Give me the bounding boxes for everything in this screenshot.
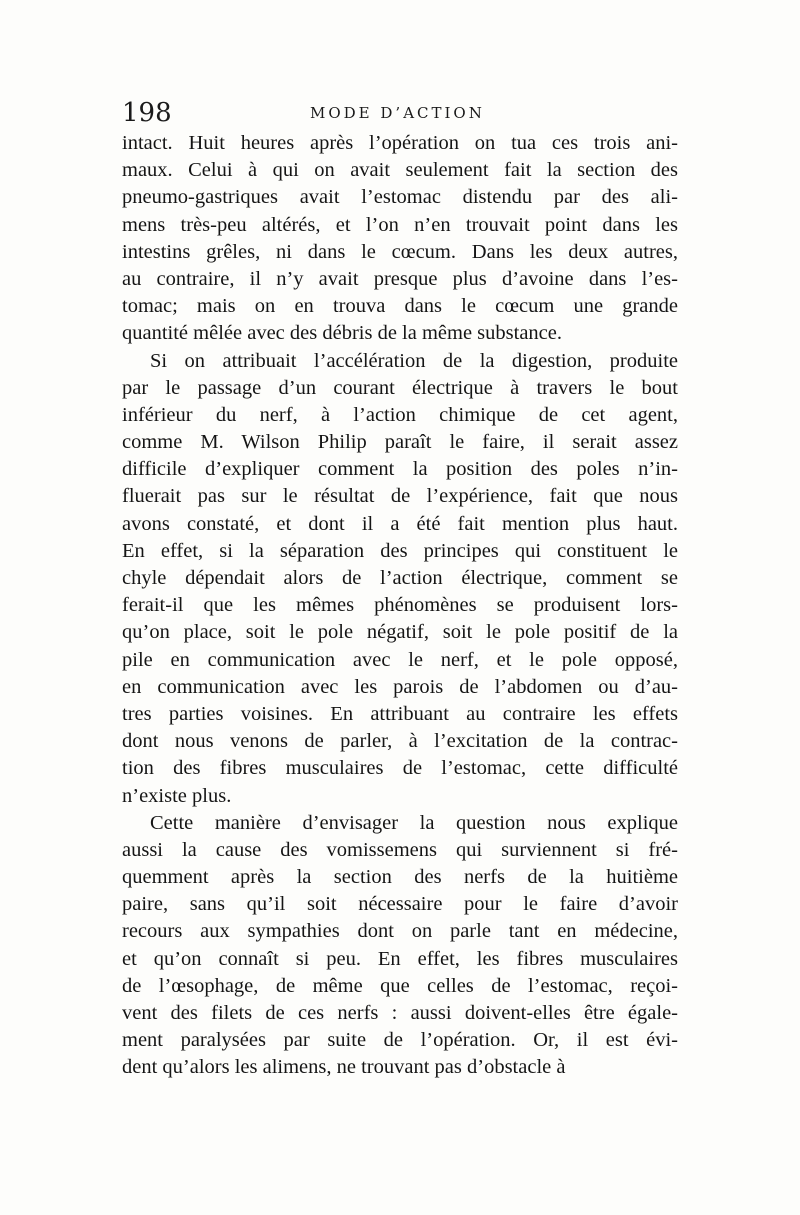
- text-line: En effet, si la séparation des principes qui constituent le: [122, 539, 678, 562]
- page-header: [122, 96, 678, 132]
- text-line: difficile d’expliquer comment la position des poles n’in-: [122, 458, 678, 481]
- text-line: Cette manière d’envisager la question nous explique: [150, 811, 678, 834]
- text-line: fluerait pas sur le résultat de l’expérience, fait que nous: [122, 485, 678, 508]
- text-line: paire, sans qu’il soit nécessaire pour le faire d’avoir: [122, 893, 678, 916]
- text-line: et qu’on connaît si peu. En effet, les fibres musculaires: [122, 947, 678, 970]
- text-line: aussi la cause des vomissemens qui surviennent si fré-: [122, 838, 678, 861]
- text-line: au contraire, il n’y avait presque plus d’avoine dans l’es-: [122, 267, 678, 290]
- body-text: [122, 130, 678, 1082]
- text-line: en communication avec les parois de l’abdomen ou d’au-: [122, 675, 678, 698]
- text-line: inférieur du nerf, à l’action chimique de cet agent,: [122, 403, 678, 426]
- text-line: n’existe plus.: [122, 784, 232, 807]
- text-line: dent qu’alors les alimens, ne trouvant pas d’obstacle à: [122, 1056, 566, 1079]
- text-line: dont nous venons de parler, à l’excitation de la contrac-: [122, 730, 678, 753]
- text-line: par le passage d’un courant électrique à travers le bout: [122, 376, 678, 399]
- text-line: tomac; mais on en trouva dans le cœcum une grande: [122, 295, 678, 318]
- text-line: tion des fibres musculaires de l’estomac, cette difficulté: [122, 757, 678, 780]
- text-line: de l’œsophage, de même que celles de l’estomac, reçoi-: [122, 974, 678, 997]
- text-line: vent des filets de ces nerfs : aussi doivent-elles être égale-: [122, 1002, 678, 1024]
- text-line: chyle dépendait alors de l’action électrique, comment se: [122, 567, 678, 589]
- paragraph: [122, 348, 678, 810]
- paragraph: [122, 130, 678, 348]
- text-line: ment paralysées par suite de l’opération. Or, il est évi-: [122, 1029, 678, 1052]
- text-line: qu’on place, soit le pole négatif, soit le pole positif de la: [122, 621, 678, 644]
- text-line: ferait-il que les mêmes phénomènes se produisent lors-: [122, 594, 678, 617]
- running-head: MODE D’ACTION: [310, 104, 485, 122]
- page-number: 198: [122, 98, 172, 128]
- text-line: pile en communication avec le nerf, et le pole opposé,: [122, 648, 678, 671]
- text-line: quemment après la section des nerfs de la huitième: [122, 866, 678, 889]
- text-line: pneumo-gastriques avait l’estomac distendu par des ali-: [122, 186, 678, 209]
- text-line: tres parties voisines. En attribuant au contraire les effets: [122, 702, 678, 725]
- text-line: mens très-peu altérés, et l’on n’en trouvait point dans les: [122, 213, 678, 236]
- text-line: recours aux sympathies dont on parle tant en médecine,: [122, 920, 678, 943]
- text-line: intestins grêles, ni dans le cœcum. Dans les deux autres,: [122, 240, 678, 263]
- paragraph: [122, 810, 678, 1082]
- text-line: Si on attribuait l’accélération de la digestion, produite: [150, 349, 678, 372]
- text-line: comme M. Wilson Philip paraît le faire, il serait assez: [122, 431, 678, 454]
- text-line: intact. Huit heures après l’opération on tua ces trois ani-: [122, 132, 678, 154]
- text-line: maux. Celui à qui on avait seulement fait la section des: [122, 159, 678, 182]
- text-line: quantité mêlée avec des débris de la même substance.: [122, 322, 562, 345]
- text-line: avons constaté, et dont il a été fait mention plus haut.: [122, 512, 678, 535]
